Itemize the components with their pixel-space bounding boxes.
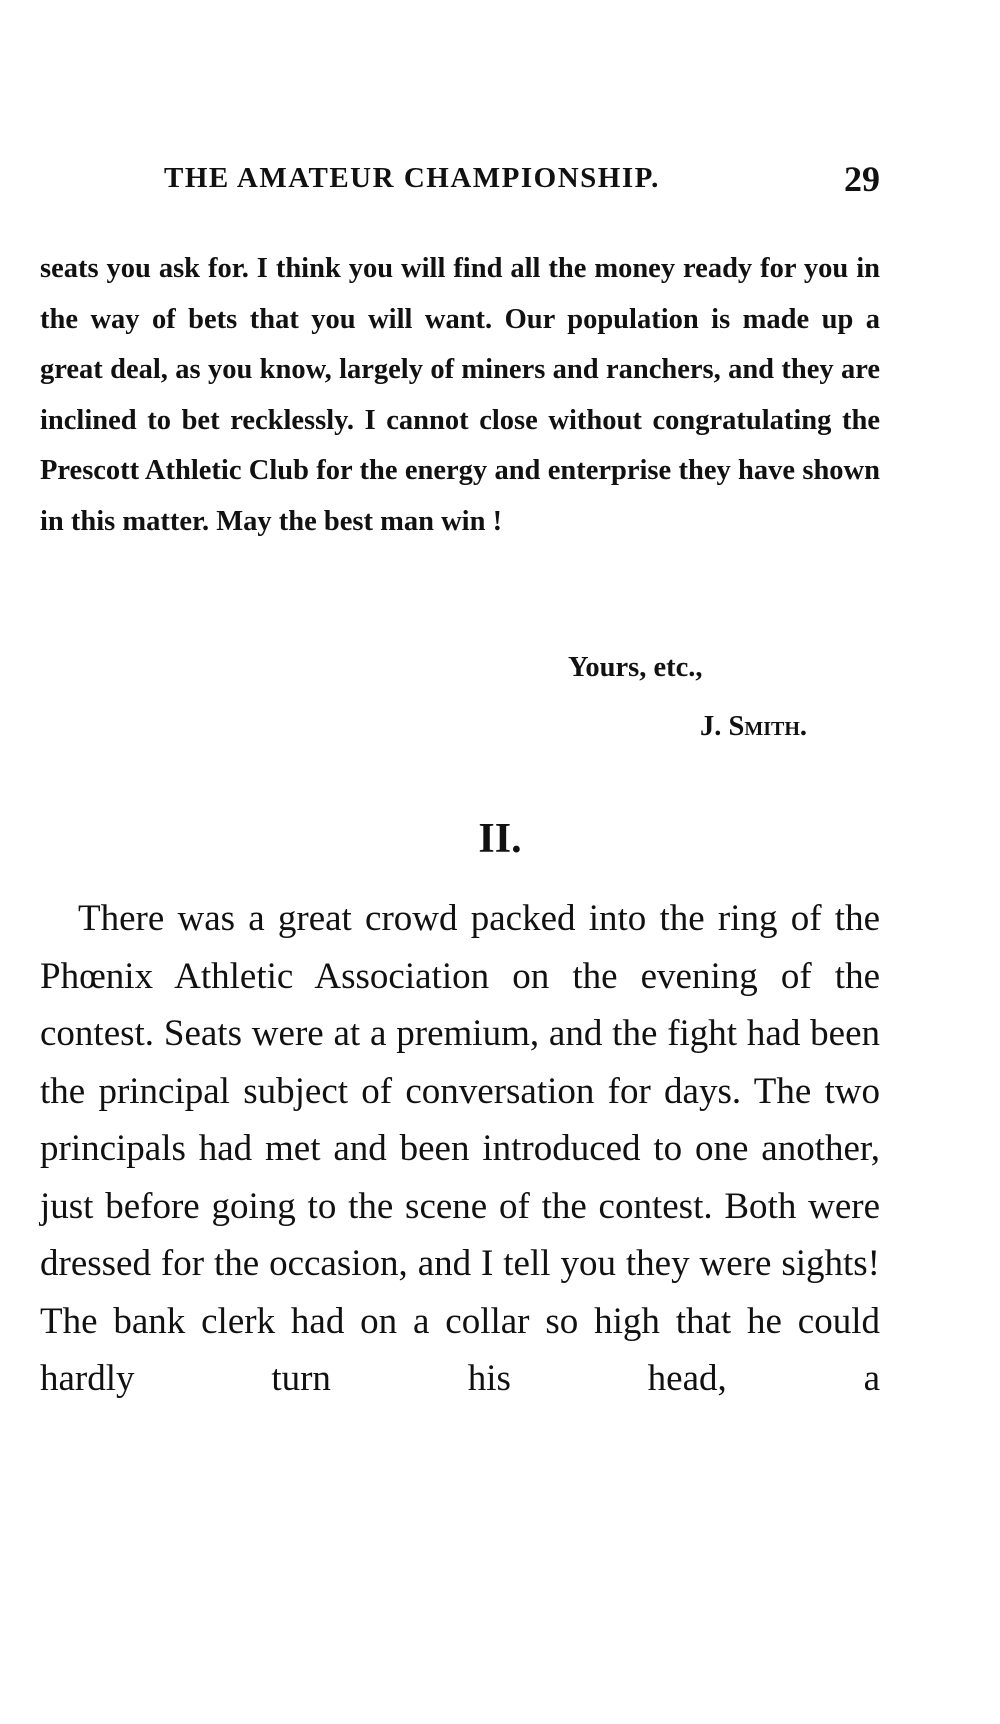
- letter-signature: J. Smith.: [700, 711, 808, 742]
- running-head: [40, 158, 880, 198]
- letter-closing: Yours, etc.,: [568, 652, 703, 683]
- body-text: [40, 890, 880, 1408]
- letter-text: seats you ask for. I think you will find all the money ready for you in the way of bets that you will want. Our population is made up a great deal, as you know, largely of miners and ranchers, and they are inclined to bet recklessly. I cannot close without congratulating the Prescott Athletic Club for the energy and enterprise they have shown in this matter. May the best man win !: [40, 253, 880, 537]
- body-paragraph: There was a great crowd packed into the ring of the Phœnix Athletic Association on the evening of the contest. Seats were at a premium, and the fight had been the principal subject of conversation for days. The two principals had met and been introduced to one another, just before going to the scene of the contest. Both were dressed for the occasion, and I tell you they were sights! The bank clerk had on a collar so high that he could hardly turn his head, a: [40, 898, 880, 1399]
- running-title: THE AMATEUR CHAMPIONSHIP.: [164, 162, 660, 194]
- section-heading: II.: [478, 816, 522, 862]
- page-number: 29: [844, 159, 880, 199]
